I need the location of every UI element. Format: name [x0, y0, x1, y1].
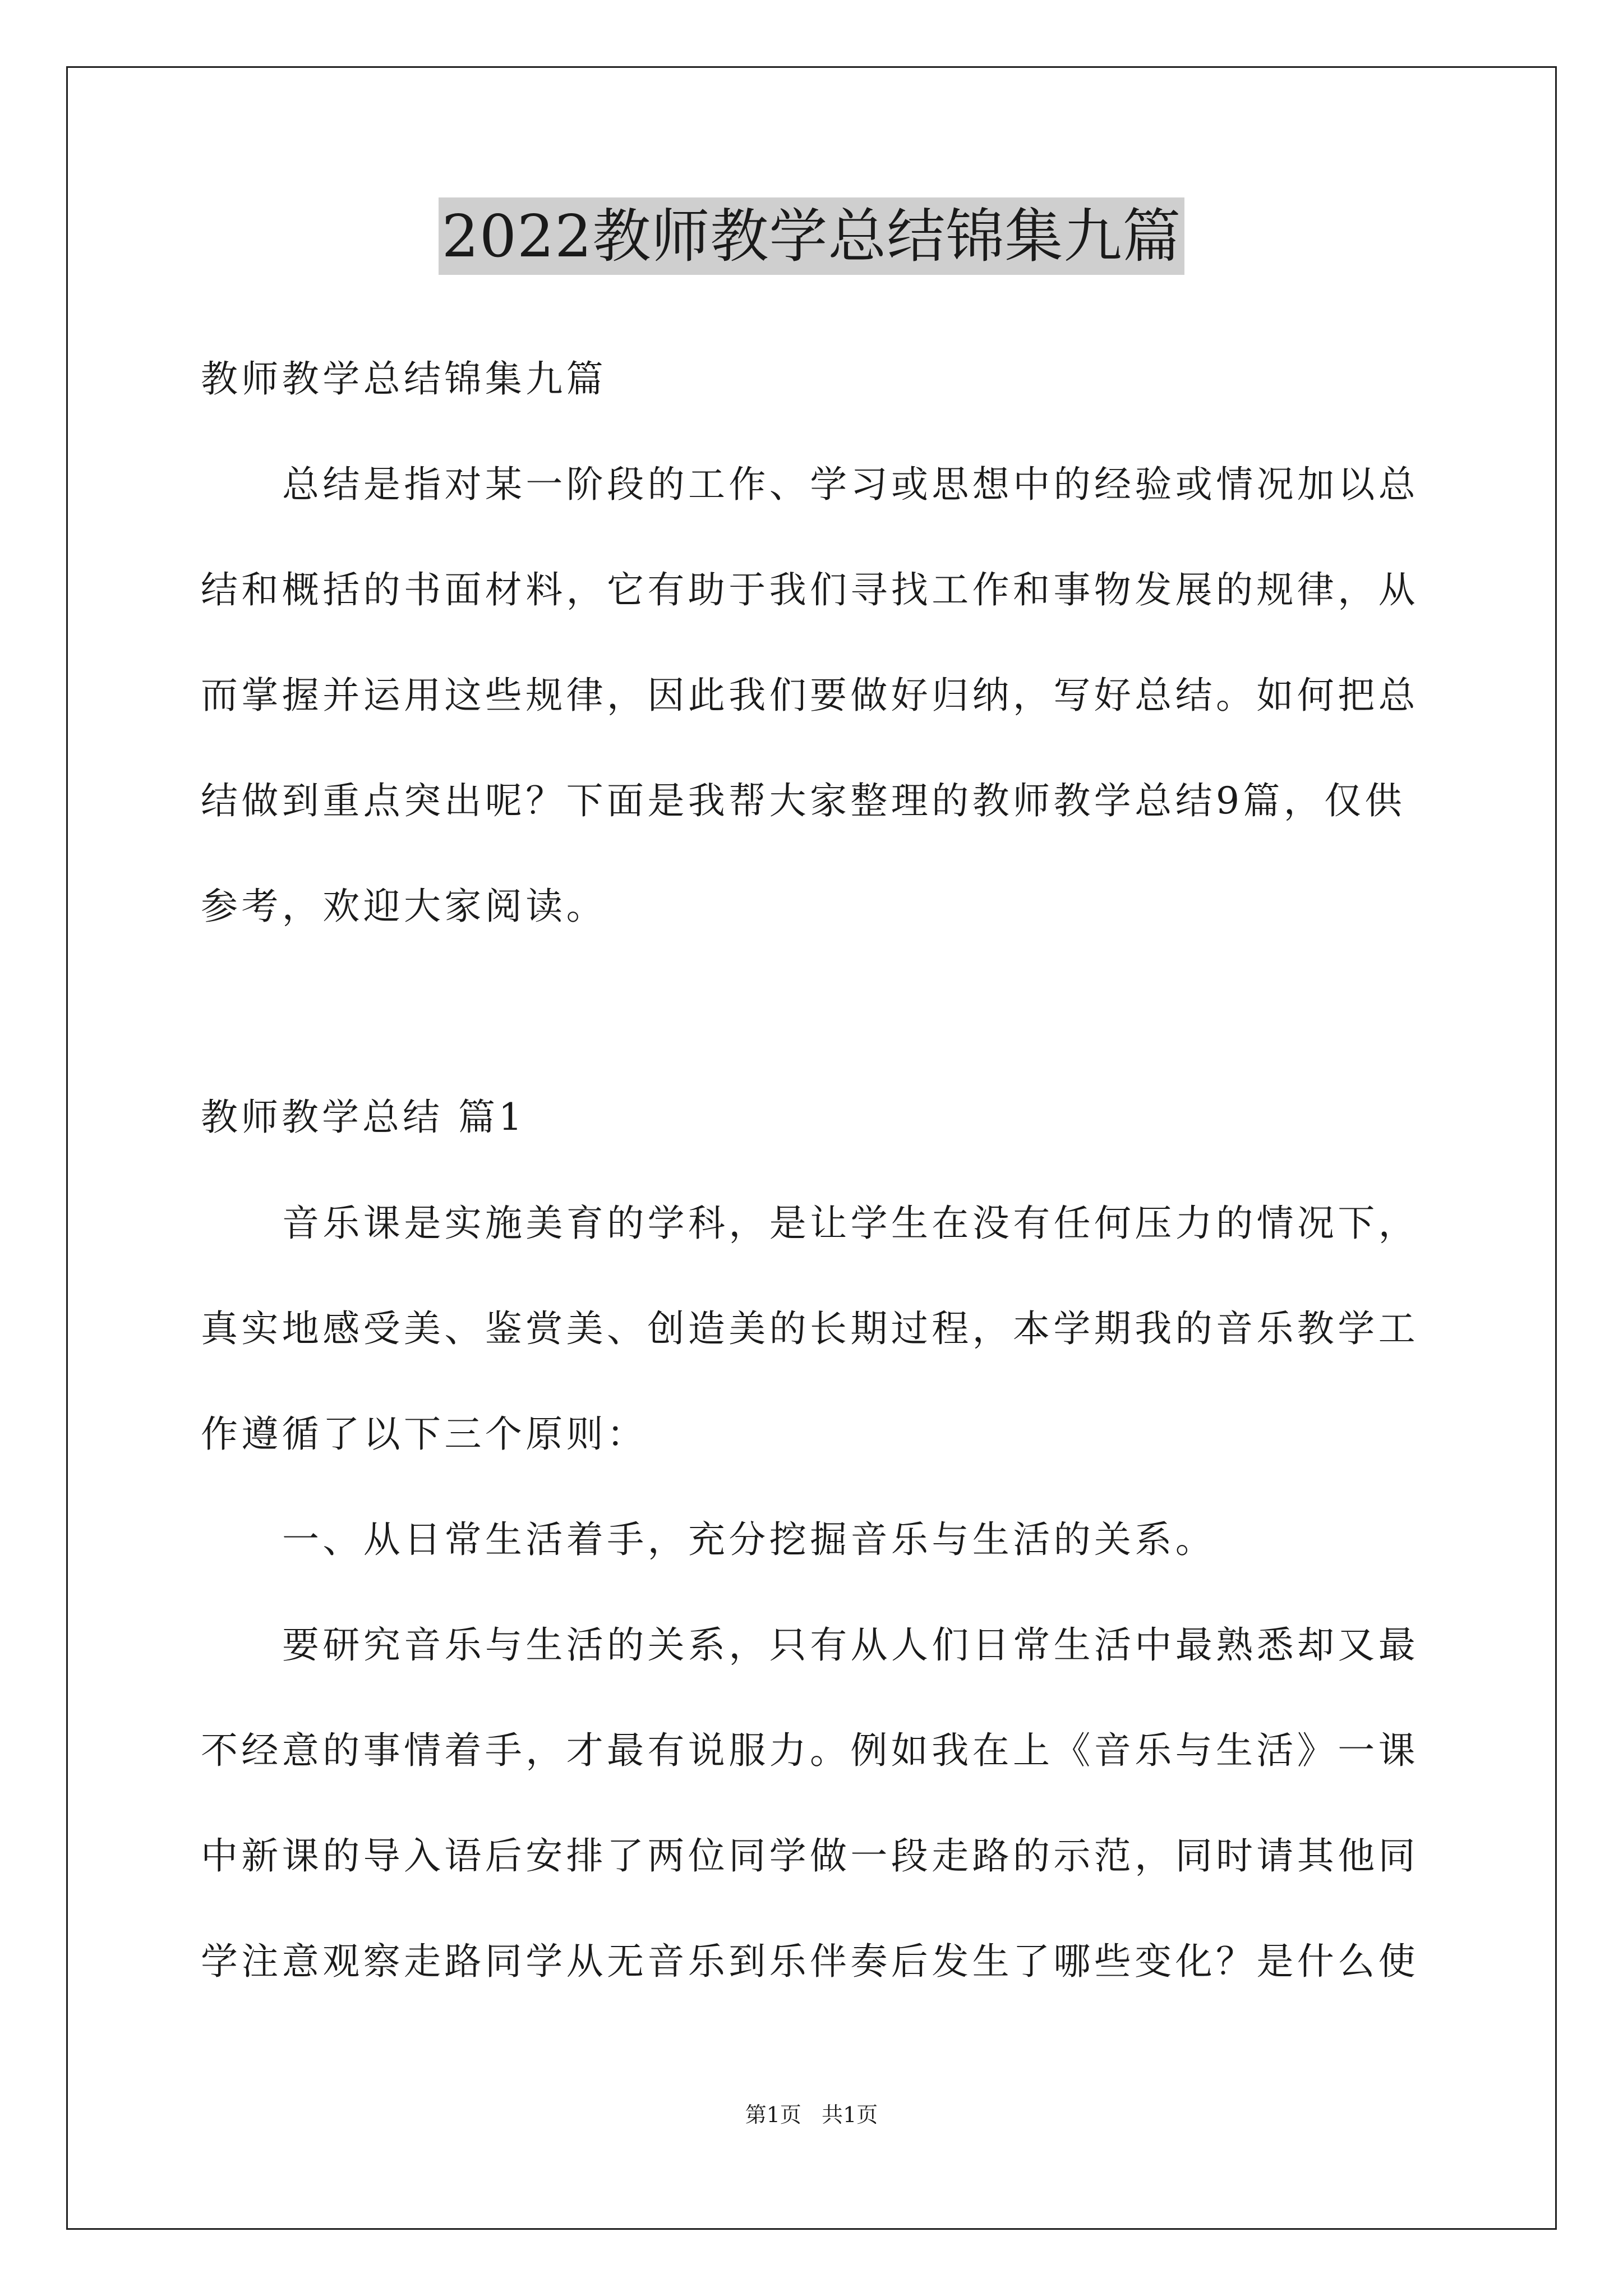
section1-para2-line: 要研究音乐与生活的关系，只有从人们日常生活中最熟悉却又最 [282, 1623, 1419, 1667]
section1-para2-line: 学注意观察走路同学从无音乐到乐伴奏后发生了哪些变化？是什么使 [201, 1940, 1419, 1983]
section1-para2-line: 中新课的导入语后安排了两位同学做一段走路的示范，同时请其他同 [201, 1834, 1419, 1878]
document-subtitle: 教师教学总结锦集九篇 [201, 357, 607, 401]
document-title: 2022教师教学总结锦集九篇 [439, 197, 1185, 275]
section1-point1: 一、从日常生活着手，充分挖掘音乐与生活的关系。 [282, 1518, 1216, 1561]
section1-para1-line: 作遵循了以下三个原则： [201, 1412, 648, 1456]
intro-line: 而掌握并运用这些规律，因此我们要做好归纳，写好总结。如何把总 [201, 674, 1419, 717]
intro-line: 总结是指对某一阶段的工作、学习或思想中的经验或情况加以总 [282, 463, 1419, 506]
intro-line: 结和概括的书面材料，它有助于我们寻找工作和事物发展的规律，从 [201, 568, 1419, 611]
section1-para2-line: 不经意的事情着手，才最有说服力。例如我在上《音乐与生活》一课 [201, 1729, 1419, 1772]
section1-para1-line: 真实地感受美、鉴赏美、创造美的长期过程，本学期我的音乐教学工 [201, 1307, 1419, 1350]
section-heading: 教师教学总结 篇1 [201, 1096, 525, 1139]
page-footer: 第1页 共1页 [745, 2102, 878, 2127]
section1-para1-line: 音乐课是实施美育的学科，是让学生在没有任何压力的情况下， [282, 1202, 1419, 1245]
intro-line: 参考，欢迎大家阅读。 [201, 885, 607, 928]
intro-line: 结做到重点突出呢？下面是我帮大家整理的教师教学总结9篇，仅供 [201, 779, 1405, 822]
title-container [0, 197, 1623, 275]
